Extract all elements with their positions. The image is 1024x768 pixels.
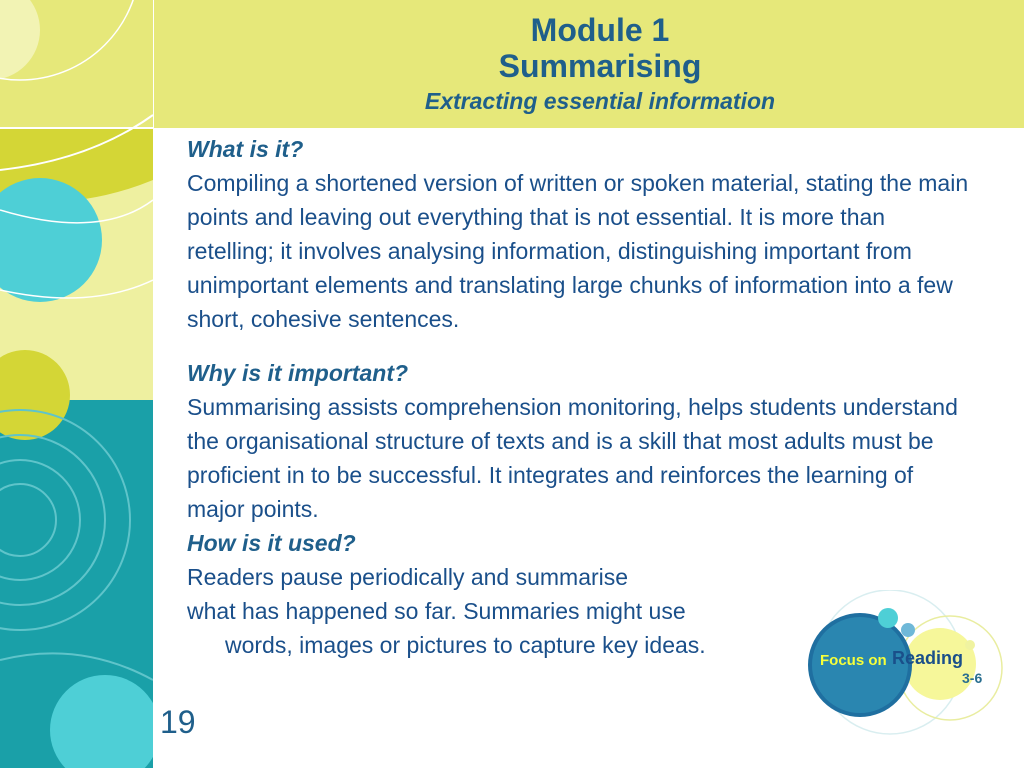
section-heading-why: Why is it important?: [187, 360, 409, 386]
header-divider-vertical: [153, 0, 154, 128]
section-text-why: Summarising assists comprehension monitoring, helps students understand the organisational structure of texts and is a skill that most adults must be proficient in to be successful. It integrates and reinforces the learning of major points.: [187, 394, 958, 522]
section-text-how-line3: words, images or pictures to capture key ideas.: [225, 632, 706, 658]
logo-text-grade: 3-6: [962, 670, 983, 686]
section-text-how-line2: what has happened so far. Summaries might use: [187, 598, 686, 624]
slide-title-module: Module 1: [530, 12, 670, 48]
header-divider-horizontal: [0, 127, 153, 129]
section-text-what: Compiling a shortened version of written or spoken material, stating the main points and leaving out everything that is not essential. It is more than retelling; it involves analysing information, distinguishing important from unimportant elements and translating large chunks of information into a few short, cohesive sentences.: [187, 170, 969, 332]
slide-title-block: [260, 12, 940, 116]
slide-body: [187, 132, 977, 662]
slide-title-topic: Summarising: [498, 48, 702, 84]
slide-number: 19: [160, 704, 196, 740]
slide-subtitle: Extracting essential information: [424, 88, 776, 114]
decorative-circles: [0, 0, 153, 768]
section-heading-how: How is it used?: [187, 530, 356, 556]
section-heading-what: What is it?: [187, 136, 304, 162]
logo-text-focus: Focus on: [820, 652, 887, 669]
logo-text-reading: Reading: [892, 648, 964, 668]
focus-on-reading-logo: [800, 590, 1010, 740]
section-spacer: [187, 336, 977, 356]
decorative-side-panel: [0, 0, 153, 768]
section-text-how-line1: Readers pause periodically and summarise: [187, 564, 629, 590]
